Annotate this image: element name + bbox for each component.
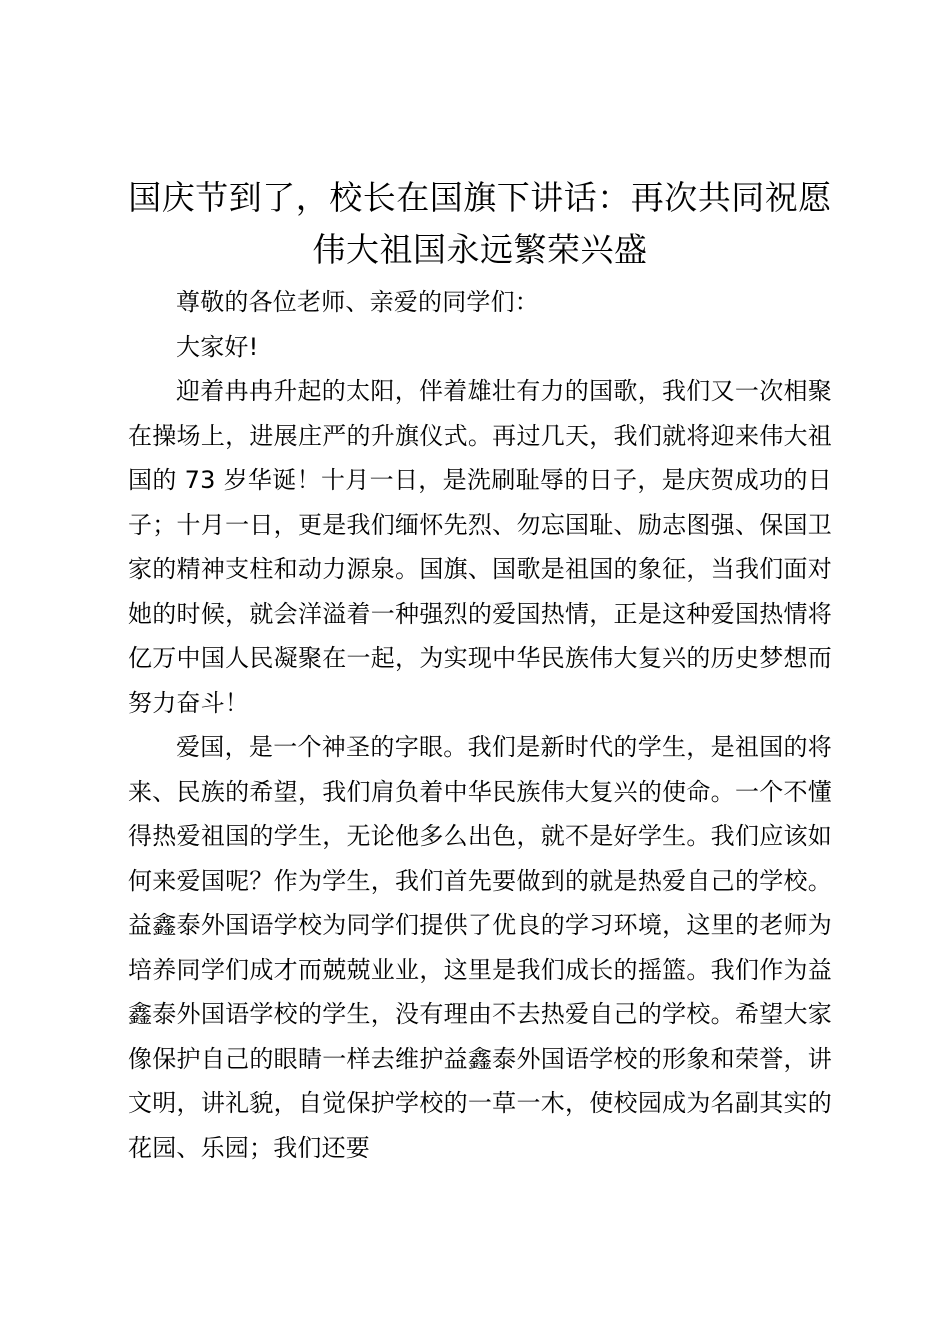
greeting: 大家好! [176,332,259,361]
document-title: 国庆节到了，校长在国旗下讲话：再次共同祝愿伟大祖国永远繁荣兴盛 [128,178,832,269]
body-paragraph-2: 爱国，是一个神圣的字眼。我们是新时代的学生，是祖国的将来、民族的希望，我们肩负着中华民族伟大复兴的使命。一个不懂得热爱祖国的学生，无论他多么出色，就不是好学生。我们应该如何来爱国呢？作为学生，我们首先要做到的就是热爱自己的学校。益鑫泰外国语学校为同学们提供了优良的学习环境，这里的老师为培养同学们成才而兢兢业业，这里是我们成长的摇篮。我们作为益鑫泰外国语学校的学生，没有理由不去热爱自己的学校。希望大家像保护自己的眼睛一样去维护益鑫泰外国语学校的形象和荣誉，讲文明，讲礼貌，自觉保护学校的一草一木，使校园成为名副其实的花园、乐园；我们还要 [128,733,832,1162]
document-page [128,172,832,1170]
body-paragraph-1: 迎着冉冉升起的太阳，伴着雄壮有力的国歌，我们又一次相聚在操场上，进展庄严的升旗仪式。再过几天，我们就将迎来伟大祖国的 73 岁华诞！十月一日，是洗刷耻辱的日子，是庆贺成功的日子；十月一日，更是我们缅怀先烈、勿忘国耻、励志图强、保国卫家的精神支柱和动力源泉。国旗、国歌是祖国的象征，当我们面对她的时候，就会洋溢着一种强烈的爱国热情，正是这种爱国热情将亿万中国人民凝聚在一起，为实现中华民族伟大复兴的历史梦想而努力奋斗！ [128,377,832,717]
salutation: 尊敬的各位老师、亲爱的同学们： [176,288,539,316]
